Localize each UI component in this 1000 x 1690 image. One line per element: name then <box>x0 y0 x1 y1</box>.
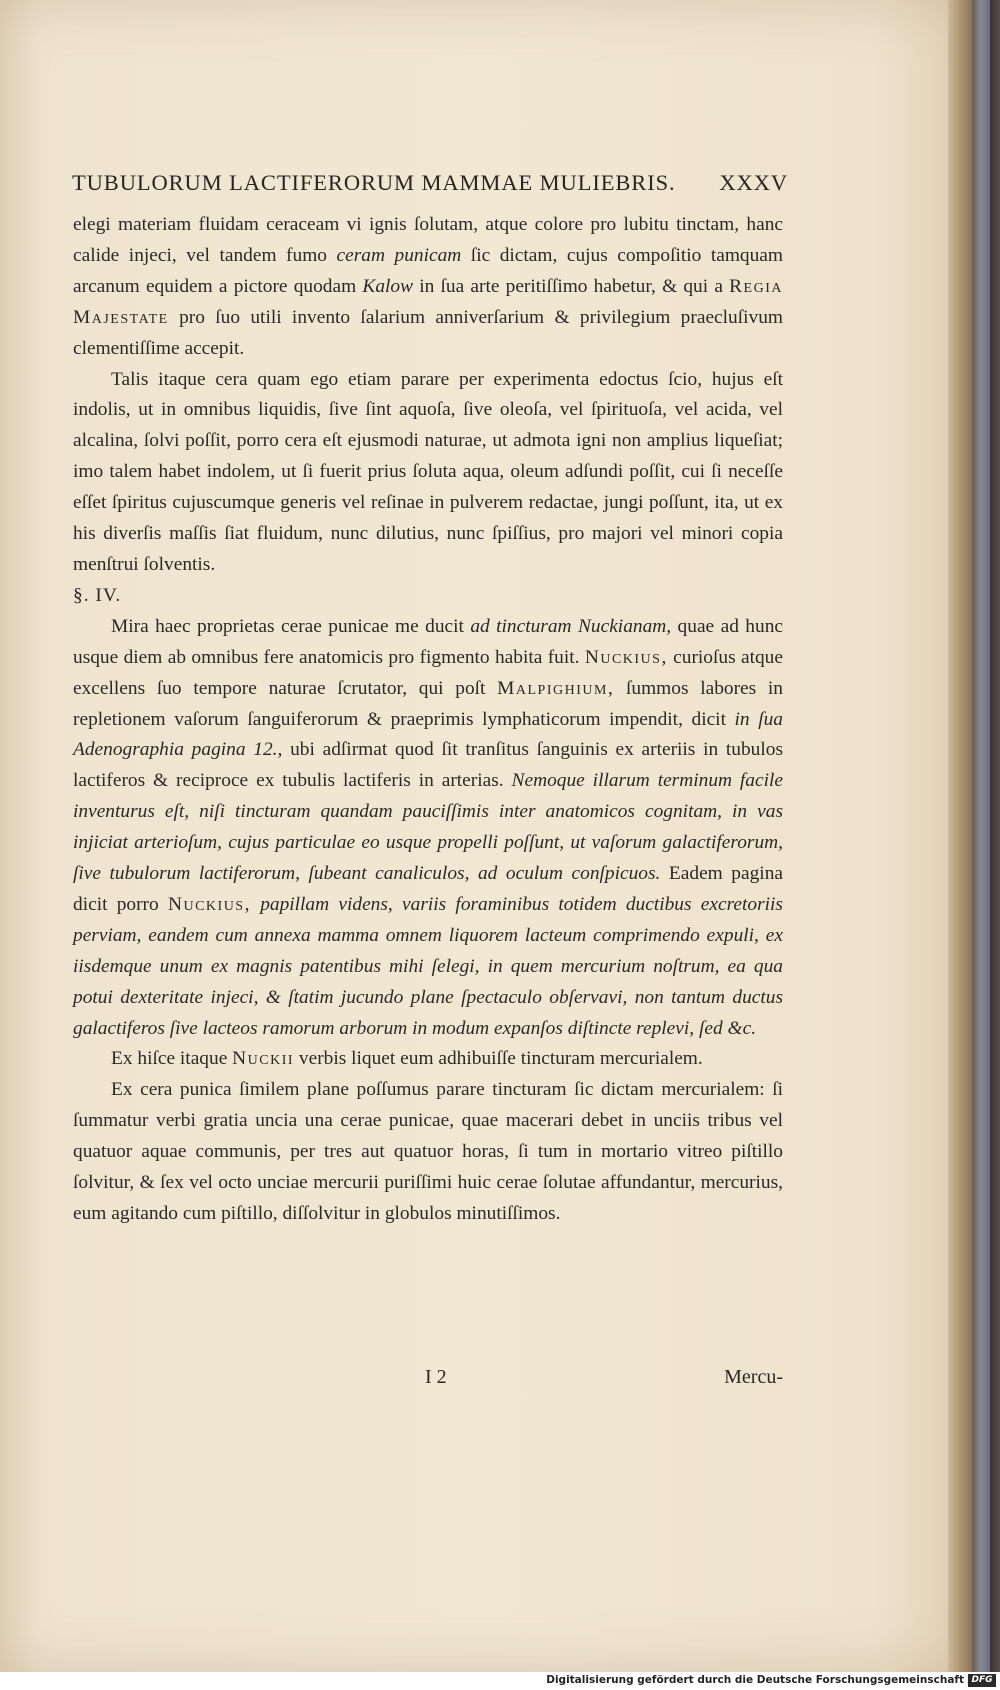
dfg-logo: DFG <box>968 1674 996 1687</box>
emphasis: ceram punicam <box>336 244 462 266</box>
binding-shadow <box>990 0 1000 1672</box>
section-heading: §. IV. <box>73 584 122 606</box>
name-kalow: Kalow <box>362 275 414 297</box>
paragraph-3: Mira haec proprietas cerae punicae me ducit ad tincturam Nuckianam, quae ad hunc usque diem ab omnibus fere anatomicis pro figmento habita fuit. Nuckius, curioſus atque excellens ſuo tempore naturae ſcrutator, qui poſt Malpighium, ſummos labores in repletionem vaſorum ſanguiferorum & praeprimis lymphaticorum impendit, dicit in ſua Adenographia pagina 12., ubi adſirmat quod ſit tranſitus ſanguinis ex arteriis in tubulos lactiferos & reciproce ex tubulis lactiferis in arterias. Nemoque illarum terminum facile inventurus eſt, niſi tincturam quandam pauciſſimis inter anatomicos cognitam, in vas injiciat arterioſum, cujus particulae eo usque propelli poſſunt, ut vaſorum galactiferorum, ſive tubulorum lactiferorum, ſubeant canaliculos, ad oculum conſpicuos. Eadem pagina dicit porro Nuckius, papillam videns, variis foraminibus totidem ductibus excretoriis perviam, eandem cum annexa mamma omnem liquorem lacteum comprimendo expuli, ex iisdemque unum ex magnis patentibus mihi ſelegi, in quem mercurium noſtrum, ea qua potui dexteritate injeci, & ſtatim jucundo plane ſpectaculo obſervavi, non tantum ductus galactiferos ſive lacteos ramorum arborum in modum expanſos diſtincte replevi, ſed &c. <box>73 615 784 1039</box>
citation: in ſua Adenographia pagina 12., <box>73 708 783 761</box>
paragraph-4: Ex hiſce itaque Nuckii verbis liquet eum adhibuiſſe tincturam mercurialem. <box>111 1048 703 1070</box>
name-nuckius: Nuckius, <box>584 646 668 668</box>
catchword: Mercu- <box>724 1366 783 1388</box>
name-malpighius: Malpighium, <box>497 677 615 699</box>
regia-majestate: Regia Majestate <box>73 275 783 328</box>
footer-credit: Digitalisierung gefördert durch die Deutsche Forschungsgemeinschaft <box>546 1674 964 1686</box>
paragraph-2: Talis itaque cera quam ego etiam parare per experimenta edoctus ſcio, hujus eſt indolis, ut in omnibus liquidis, ſive ſint aquoſa, ſive oleoſa, vel ſpirituoſa, vel acida, vel alcalina, ſolvi poſſit, porro cera eſt ejusmodi naturae, ut admota igni non amplius liqueſiat; imo talem habet indolem, ut ſi fuerit prius ſoluta aqua, oleum adſundi poſſit, cui ſi neceſſe eſſet ſpiritus cujuscumque generis vel reſinae in pulverem redactae, jungi poſſunt, ita, ut ex his diverſis maſſis ſiat fluidum, nunc dilutius, nunc ſpiſſius, pro majori vel minori copia menſtrui ſolventis. <box>73 368 783 575</box>
name-nuckii: Nuckii <box>232 1048 295 1070</box>
page-edge <box>948 0 972 1672</box>
paragraph-5: Ex cera punica ſimilem plane poſſumus parare tincturam ſic dictam mercurialem: ſi ſummatur verbi gratia uncia una cerae punicae, quae macerari debet in unciis tribus vel quatuor aquae communis, per tres aut quatuor horas, ſi tum in mortario vitreo piſtillo ſolvitur, & ſex vel octo unciae mercurii puriſſimi huic cerae ſolutae affundantur, mercurius, eum agitando cum piſtillo, diſſolvitur in globulos minutiſſimos. <box>73 1079 783 1224</box>
page-number: XXXV <box>719 170 788 195</box>
page-header <box>72 170 788 196</box>
digitization-footer <box>0 1672 1000 1690</box>
running-title: TUBULORUM LACTIFERORUM MAMMAE MULIEBRIS. <box>72 170 676 195</box>
signature-mark: I 2 <box>425 1366 447 1388</box>
name-nuckius-2: Nuckius, <box>167 893 251 915</box>
body-text <box>73 210 783 1230</box>
paragraph-1: elegi materiam fluidam ceraceam vi ignis ſolutam, atque colore pro lubitu tinctam, hanc calide injeci, vel tandem fumo ceram punicam ſic dictam, cujus compoſitio tamquam arcanum equidem a pictore quodam Kalow in ſua arte peritiſſimo habetur, & qui a Regia Majestate pro ſuo utili invento ſalarium anniverſarium & privilegium praecluſivum clementiſſime accepit. <box>73 214 783 359</box>
quotation-2: papillam videns, variis foraminibus totidem ductibus excretoriis perviam, eandem cum annexa mamma omnem liquorem lacteum comprimendo expuli, ex iisdemque unum ex magnis patentibus mihi ſelegi, in quem mercurium noſtrum, ea qua potui dexteritate injeci, & ſtatim jucundo plane ſpectaculo obſervavi, non tantum ductus galactiferos ſive lacteos ramorum arborum in modum expanſos diſtincte replevi, ſed &c. <box>73 893 783 1039</box>
quotation-1: Nemoque illarum terminum facile inventurus eſt, niſi tincturam quandam pauciſſimis inter anatomicos cognitam, in vas injiciat arterioſum, cujus particulae eo usque propelli poſſunt, ut vaſorum galactiferorum, ſive tubulorum lactiferorum, ſubeant canaliculos, ad oculum conſpicuos. <box>73 770 783 885</box>
